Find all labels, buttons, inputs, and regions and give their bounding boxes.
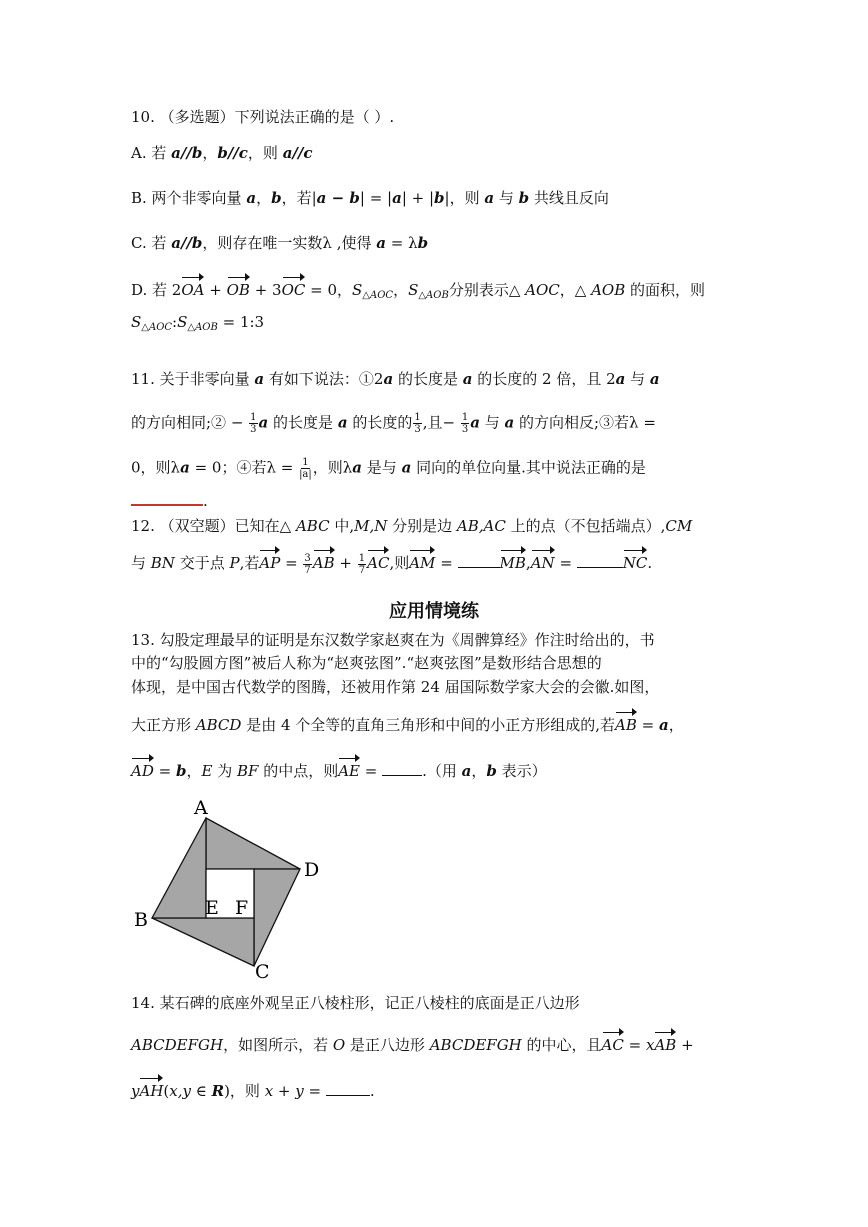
q12-line-2: 与 BN 交于点 P,若AP = $\frac{3}{7}$ AB + $\frac{1}{7}$ AC,则AM = MB,AN = NC. [131, 547, 652, 576]
q10-option-d-cont: $S_{\triangle AOC}:S_{\triangle AOB}$ = 1:3 [131, 313, 265, 333]
fraction: $\frac{1}{3}$ [414, 412, 421, 435]
q11-line-3: 0，则λa = 0；④若λ = $\frac{1}{|a|}$ ，则λa 是与 a 同向的单位向量.其中说法正确的是 [131, 457, 646, 480]
q10-option-c: C. 若 a//b，则存在唯一实数λ ,使得 a = λb [131, 234, 429, 252]
q11-answer-line: . [131, 490, 208, 511]
q12-line-1: 12. （双空题）已知在△ ABC 中,M,N 分别是边 AB,AC 上的点（不包括端点）,CM [131, 517, 693, 535]
diagram-shapes [152, 818, 300, 966]
q13-line-3: 体现，是中国古代数学的图腾，还被用作第 24 届国际数学家大会的会徽.如图， [131, 678, 660, 696]
triangle-ba [152, 818, 206, 918]
label-c: C [255, 961, 270, 983]
q11-line-1: 11. 关于非零向量 a 有如下说法：①2a 的长度是 a 的长度的 2 倍，且 2a 与 a [131, 370, 660, 388]
label-f: F [235, 897, 249, 919]
q11-line-2: 的方向相同;② − $\frac{1}{3}$ a 的长度是 a 的长度的 $\frac{1}{3}$ ,且− $\frac{1}{3}$ a 与 a 的方向相反;③若λ = [131, 412, 656, 435]
answer-blank[interactable] [577, 566, 623, 568]
q10-option-d: D. 若 2OA + OB + 3OC = 0，$S_{\triangle AOC}$，$S_{\triangle AOB}$分别表示△ AOC，△ AOB 的面积，则 [131, 274, 705, 306]
label-a: A [194, 797, 208, 819]
label-d: D [304, 859, 320, 881]
q14-line-1: 14. 某石碑的底座外观呈正八棱柱形，记正八棱柱的底面是正八边形 [131, 994, 580, 1012]
answer-blank[interactable] [326, 1094, 370, 1096]
q13-line-1: 13. 勾股定理最早的证明是东汉数学家赵爽在为《周髀算经》作注时给出的，书 [131, 631, 655, 649]
triangle-dc [254, 869, 300, 966]
fraction: $\frac{1}{|a|}$ [299, 457, 312, 480]
q10-stem: 10. （多选题）下列说法正确的是（ ）. [131, 108, 395, 126]
q10-option-a: A. 若 a//b，b//c，则 a//c [131, 144, 313, 162]
triangle-cb [152, 918, 254, 966]
label-e: E [205, 897, 219, 919]
fraction: $\frac{1}{7}$ [358, 552, 366, 576]
fraction: $\frac{1}{3}$ [461, 412, 469, 435]
section-title: 应用情境练 [389, 601, 479, 622]
answer-blank[interactable] [382, 774, 422, 776]
zhao-shuang-diagram [128, 790, 338, 990]
fraction: $\frac{1}{3}$ [250, 412, 257, 435]
answer-blank[interactable] [458, 566, 500, 568]
q10-option-b: B. 两个非零向量 a，b，若|a − b| = |a| + |b|，则 a 与 b 共线且反向 [131, 189, 609, 207]
q13-line-5: AD = b，E 为 BF 的中点，则AE = .（用 a，b 表示） [131, 755, 547, 781]
fraction: $\frac{3}{7}$ [304, 552, 311, 576]
q13-line-2: 中的“勾股圆方图”被后人称为“赵爽弦图”.“赵爽弦图”是数形结合思想的 [131, 654, 602, 672]
q13-line-4: 大正方形 ABCD 是由 4 个全等的直角三角形和中间的小正方形组成的,若AB = a， [131, 709, 684, 735]
q14-line-2: ABCDEFGH，如图所示，若 O 是正八边形 ABCDEFGH 的中心，且AC = xAB + [131, 1029, 694, 1055]
triangle-ad [206, 818, 300, 869]
answer-blank[interactable] [131, 490, 203, 506]
label-b: B [134, 909, 148, 931]
q14-line-3: yAH(x,y ∈ R)，则 x + y = . [131, 1075, 375, 1101]
